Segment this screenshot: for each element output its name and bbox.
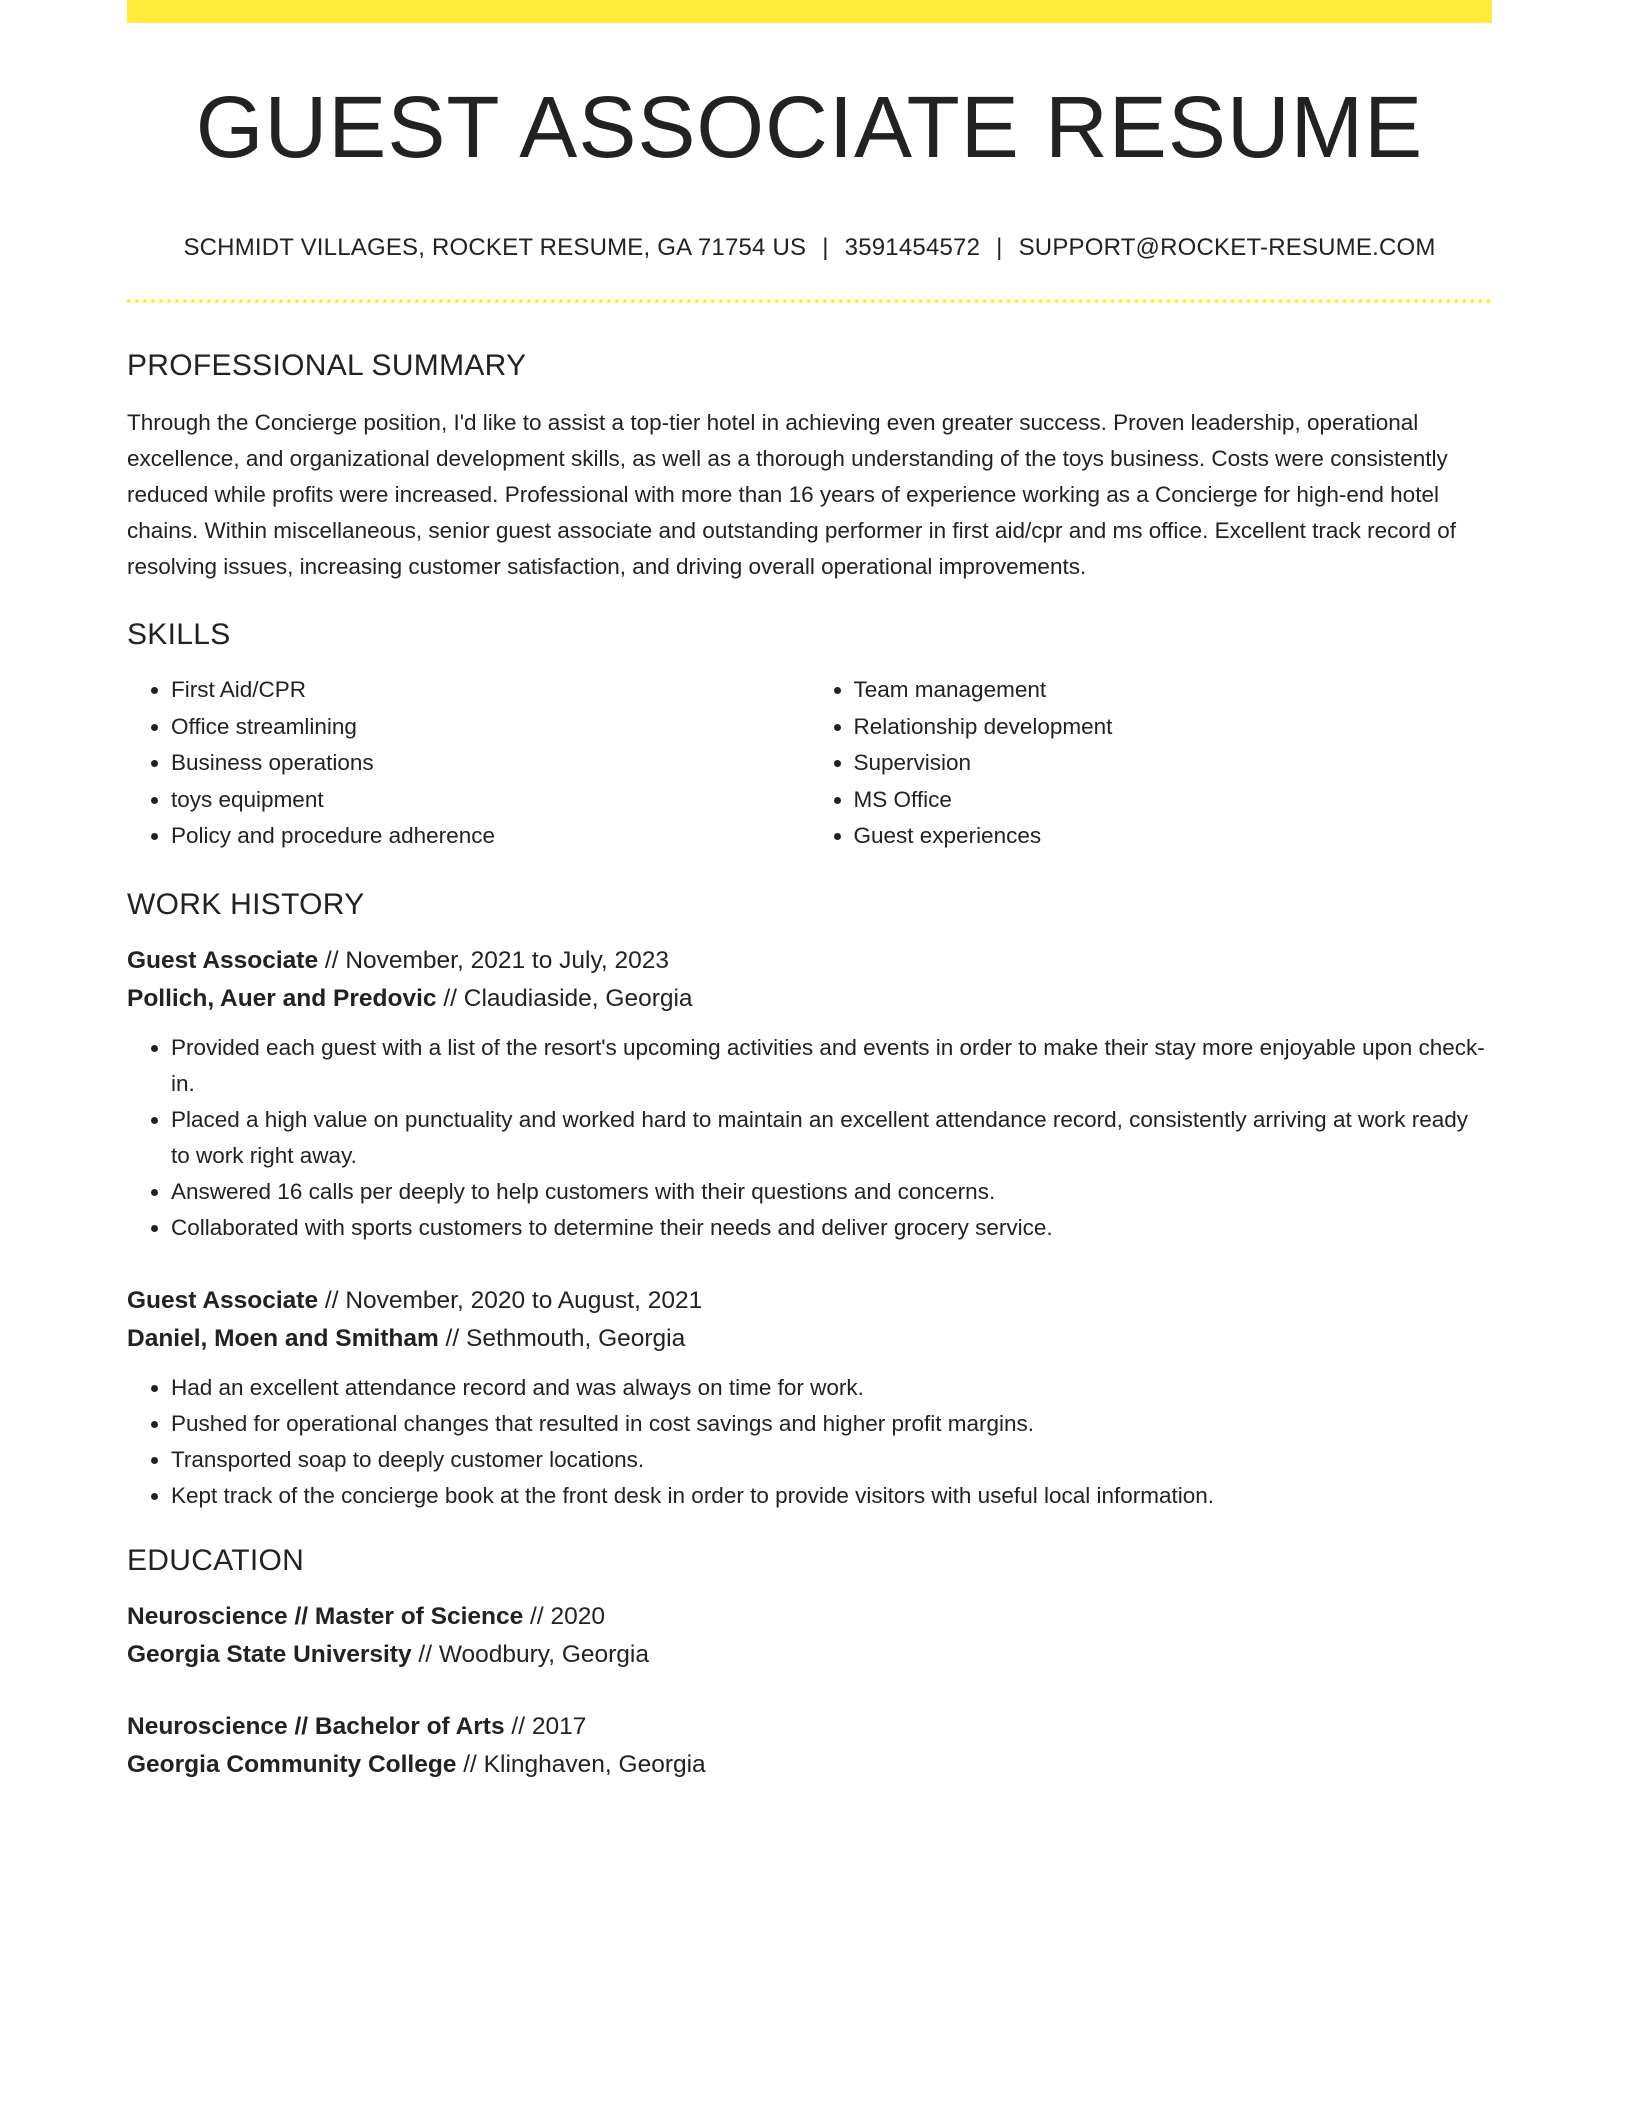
job-company: Pollich, Auer and Predovic — [127, 984, 437, 1012]
contact-email: SUPPORT@ROCKET-RESUME.COM — [1018, 234, 1436, 261]
job-title-line — [127, 942, 1492, 980]
resume-title: GUEST ASSOCIATE RESUME — [195, 79, 1424, 176]
separator: // — [438, 1324, 466, 1352]
school-line — [127, 1636, 1492, 1674]
skill-item: • Supervision — [854, 745, 1493, 782]
skill-item: • Business operations — [171, 745, 810, 782]
separator: // — [436, 984, 464, 1012]
job-bullet: • Provided each guest with a list of the resort's upcoming activities and events in order to make their stay more enjoyable upon check-in. — [171, 1030, 1492, 1102]
contact-separator: | — [996, 234, 1003, 261]
top-accent-bar — [127, 0, 1492, 23]
separator: // — [456, 1750, 484, 1778]
skill-item: • Guest experiences — [854, 818, 1493, 855]
job-company-line — [127, 1320, 1492, 1358]
job-location: Sethmouth, Georgia — [465, 1324, 686, 1352]
school-location: Klinghaven, Georgia — [483, 1750, 706, 1778]
job-bullet: • Answered 16 calls per deeply to help customers with their questions and concerns. — [171, 1174, 1492, 1210]
contact-address: SCHMIDT VILLAGES, ROCKET RESUME, GA 71754 US — [183, 234, 807, 261]
work-history-heading: WORK HISTORY — [127, 887, 365, 921]
school: Georgia Community College — [127, 1750, 457, 1778]
degree-line — [127, 1598, 1492, 1636]
job-company-line — [127, 980, 1492, 1018]
summary-text: Through the Concierge position, I'd like to assist a top-tier hotel in achieving even greater success. Proven leadership, operational excellence, and organizational development skills, as well as a thorough understanding of the toys business. Costs were consistently reduced while profits were increased. Professional with more than 16 years of experience working as a Concierge for high-end hotel chains. Within miscellaneous, senior guest associate and outstanding performer in first aid/cpr and ms office. Excellent track record of resolving issues, increasing customer satisfaction, and driving overall operational improvements. — [127, 410, 1456, 579]
degree-line — [127, 1708, 1492, 1746]
skill-item: • toys equipment — [171, 782, 810, 819]
job-bullet: • Placed a high value on punctuality and worked hard to maintain an excellent attendance record, consistently arriving at work ready to work right away. — [171, 1102, 1492, 1174]
contact-separator: | — [822, 234, 829, 261]
job-title: Guest Associate — [127, 946, 319, 974]
contact-phone: 3591454572 — [844, 234, 981, 261]
school-location: Woodbury, Georgia — [438, 1640, 649, 1668]
separator: // — [523, 1602, 551, 1630]
job-bullet: • Kept track of the concierge book at the front desk in order to provide visitors with useful local information. — [171, 1478, 1492, 1514]
job-bullet: • Had an excellent attendance record and was always on time for work. — [171, 1370, 1492, 1406]
skills-list — [127, 672, 1492, 855]
skills-column-right — [810, 672, 1493, 855]
contact-line — [127, 236, 1492, 260]
skill-item: • Team management — [854, 672, 1493, 709]
skill-item: • Policy and procedure adherence — [171, 818, 810, 855]
degree-year: 2017 — [531, 1712, 587, 1740]
education-heading: EDUCATION — [127, 1543, 305, 1577]
job-title: Guest Associate — [127, 1286, 319, 1314]
degree-year: 2020 — [550, 1602, 605, 1630]
skills-heading: SKILLS — [127, 618, 231, 651]
separator: // — [504, 1712, 532, 1740]
job-dates: November, 2020 to August, 2021 — [345, 1286, 703, 1314]
job-bullet: • Pushed for operational changes that resulted in cost savings and higher profit margins. — [171, 1406, 1492, 1442]
skill-item: • First Aid/CPR — [171, 672, 810, 709]
education-entry — [127, 1598, 1492, 1674]
job-location: Claudiaside, Georgia — [463, 984, 693, 1012]
separator: // — [318, 946, 346, 974]
job-company: Daniel, Moen and Smitham — [127, 1324, 439, 1352]
summary-heading: PROFESSIONAL SUMMARY — [127, 349, 527, 382]
job-entry — [127, 1282, 1492, 1358]
separator: // — [318, 1286, 346, 1314]
skill-item: • Relationship development — [854, 709, 1493, 746]
skills-column-left — [127, 672, 810, 855]
separator: // — [411, 1640, 439, 1668]
job-title-line — [127, 1282, 1492, 1320]
skill-item: • Office streamlining — [171, 709, 810, 746]
degree: Neuroscience // Bachelor of Arts — [127, 1712, 505, 1740]
resume-page — [127, 0, 1492, 1784]
header-divider — [127, 299, 1492, 303]
job-bullet: • Collaborated with sports customers to determine their needs and deliver grocery service. — [171, 1210, 1492, 1246]
job-bullets — [127, 1370, 1492, 1514]
skill-item: • MS Office — [854, 782, 1493, 819]
job-bullet: • Transported soap to deeply customer locations. — [171, 1442, 1492, 1478]
job-dates: November, 2021 to July, 2023 — [345, 946, 670, 974]
school-line — [127, 1746, 1492, 1784]
job-bullets — [127, 1030, 1492, 1246]
job-entry — [127, 942, 1492, 1018]
education-entry — [127, 1708, 1492, 1784]
school: Georgia State University — [127, 1640, 412, 1668]
degree: Neuroscience // Master of Science — [127, 1602, 524, 1630]
